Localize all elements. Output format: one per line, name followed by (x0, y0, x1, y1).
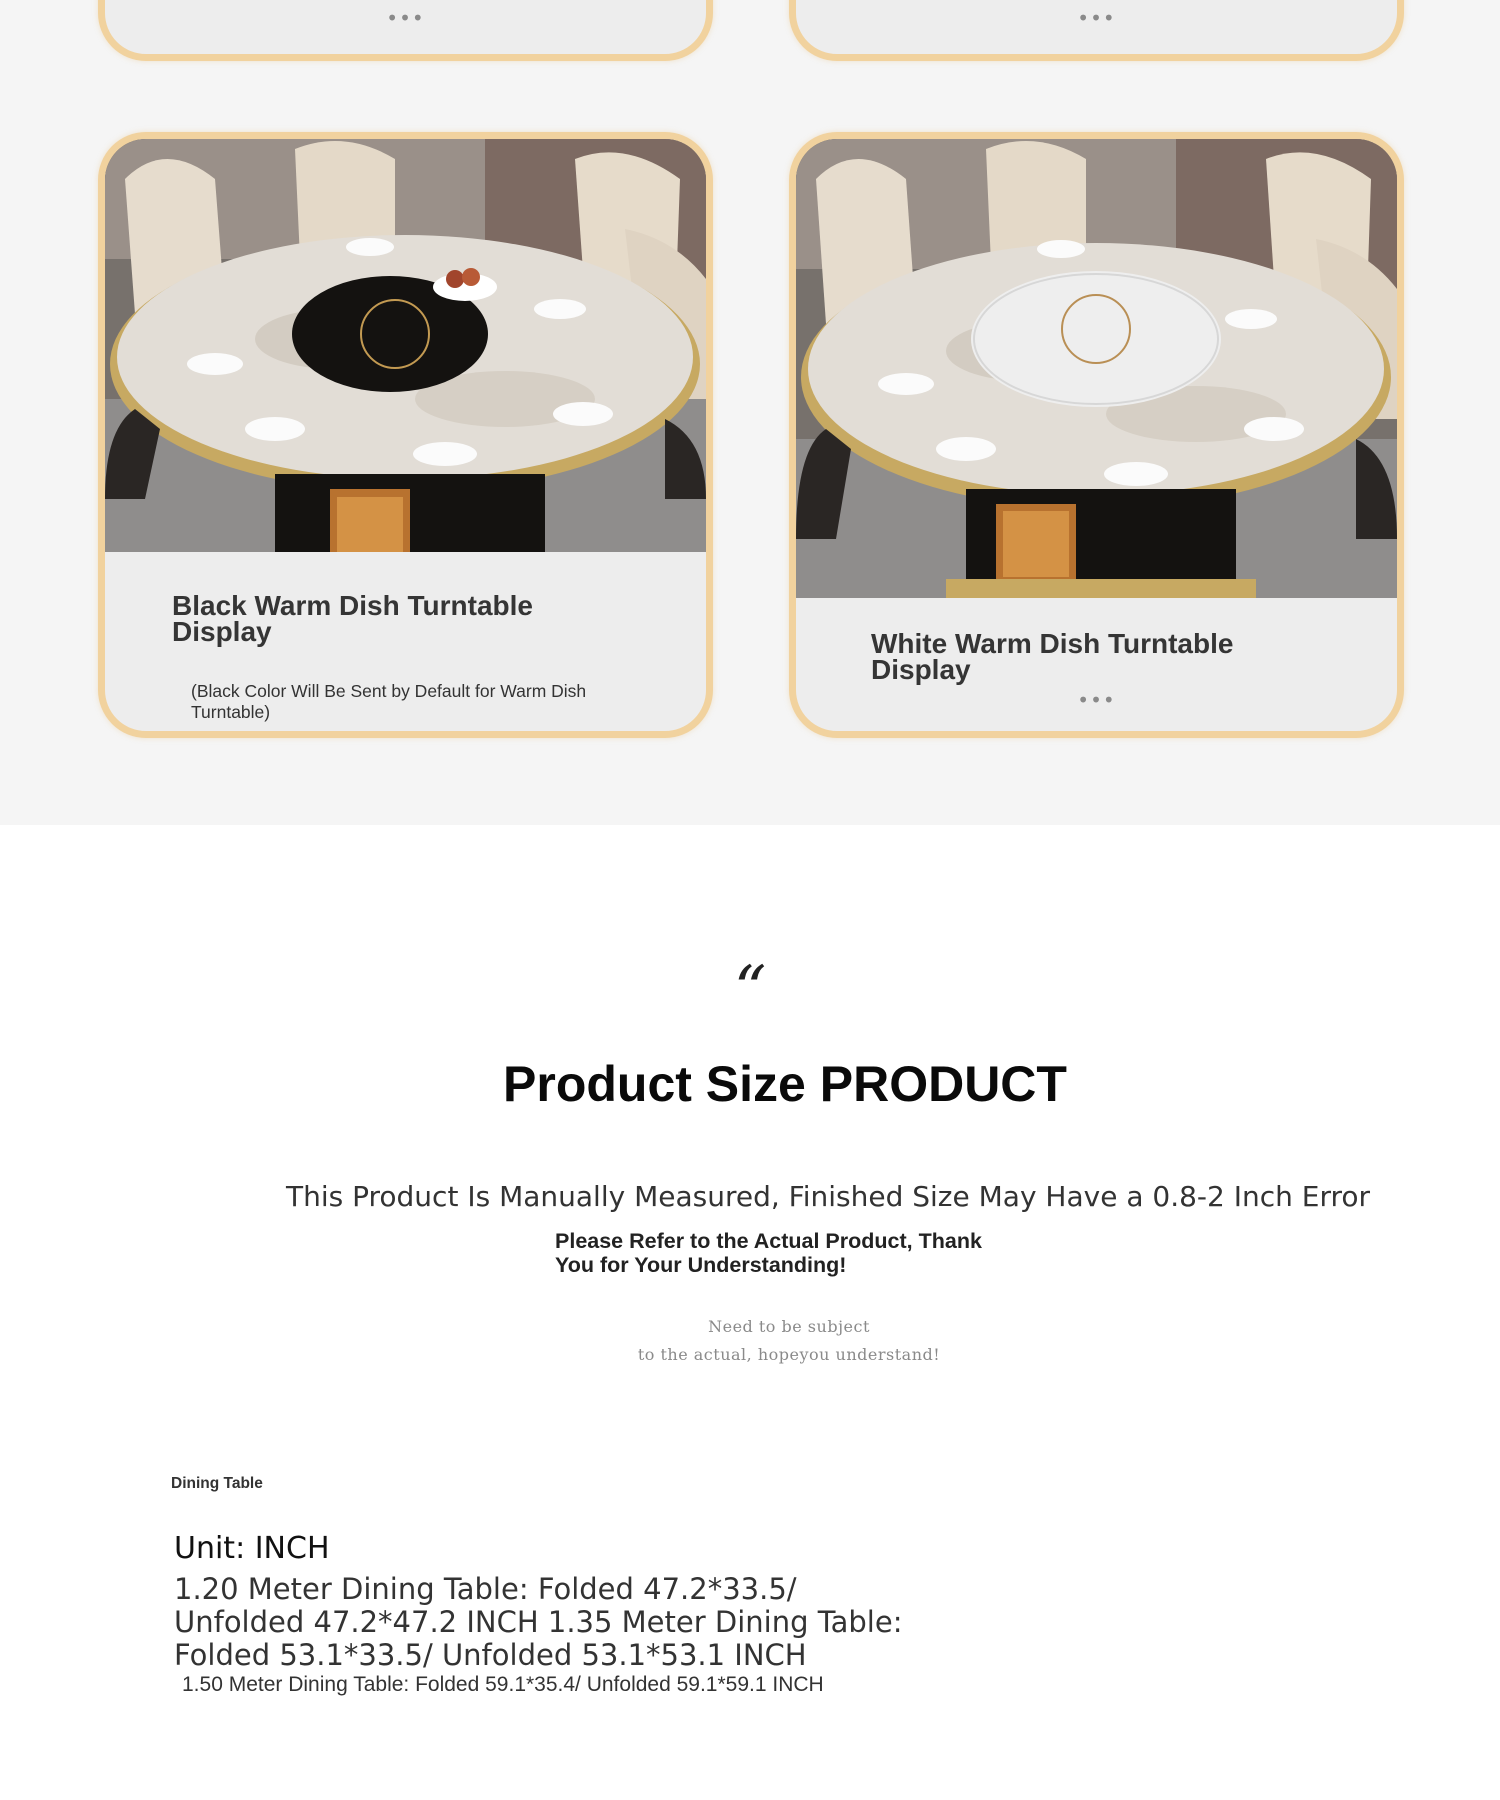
card-title: White Warm Dish Turntable Display (871, 628, 1234, 685)
option-card-top-left (98, 0, 713, 61)
more-dots-icon: ••• (386, 6, 425, 30)
size-spec-150: 1.50 Meter Dining Table: Folded 59.1*35.4/ Unfolded 59.1*59.1 INCH (182, 1673, 824, 1696)
subject-note-line: Need to be subject (708, 1317, 870, 1336)
more-dots-icon: ••• (1077, 688, 1116, 712)
subject-note-line: to the actual, hopeyou understand! (637, 1345, 941, 1364)
quote-mark: “ (733, 953, 767, 1027)
black-turntable-photo (105, 139, 706, 552)
size-specs: 1.20 Meter Dining Table: Folded 47.2*33.5/ Unfolded 47.2*47.2 INCH 1.35 Meter Dining Table: Folded 53.1*33.5/ Unfolded 53.1*53.1 INCH (174, 1572, 903, 1672)
more-dots-icon: ••• (1077, 6, 1116, 30)
subject-note (0, 1313, 1500, 1369)
dining-table-label: Dining Table (171, 1475, 263, 1492)
card-title: Black Warm Dish Turntable Display (172, 590, 533, 647)
refer-note: Please Refer to the Actual Product, Thank You for Your Understanding! (555, 1229, 982, 1277)
unit-label: Unit: INCH (174, 1531, 330, 1566)
section-title: Product Size PRODUCT (503, 1056, 1067, 1112)
option-card-top-right (789, 0, 1404, 61)
black-turntable-card (98, 132, 713, 738)
white-turntable-photo (796, 139, 1397, 598)
white-turntable-card (789, 132, 1404, 738)
card-note: (Black Color Will Be Sent by Default for Warm Dish Turntable) (191, 680, 587, 722)
measurement-note: This Product Is Manually Measured, Finished Size May Have a 0.8-2 Inch Error (286, 1180, 1371, 1213)
